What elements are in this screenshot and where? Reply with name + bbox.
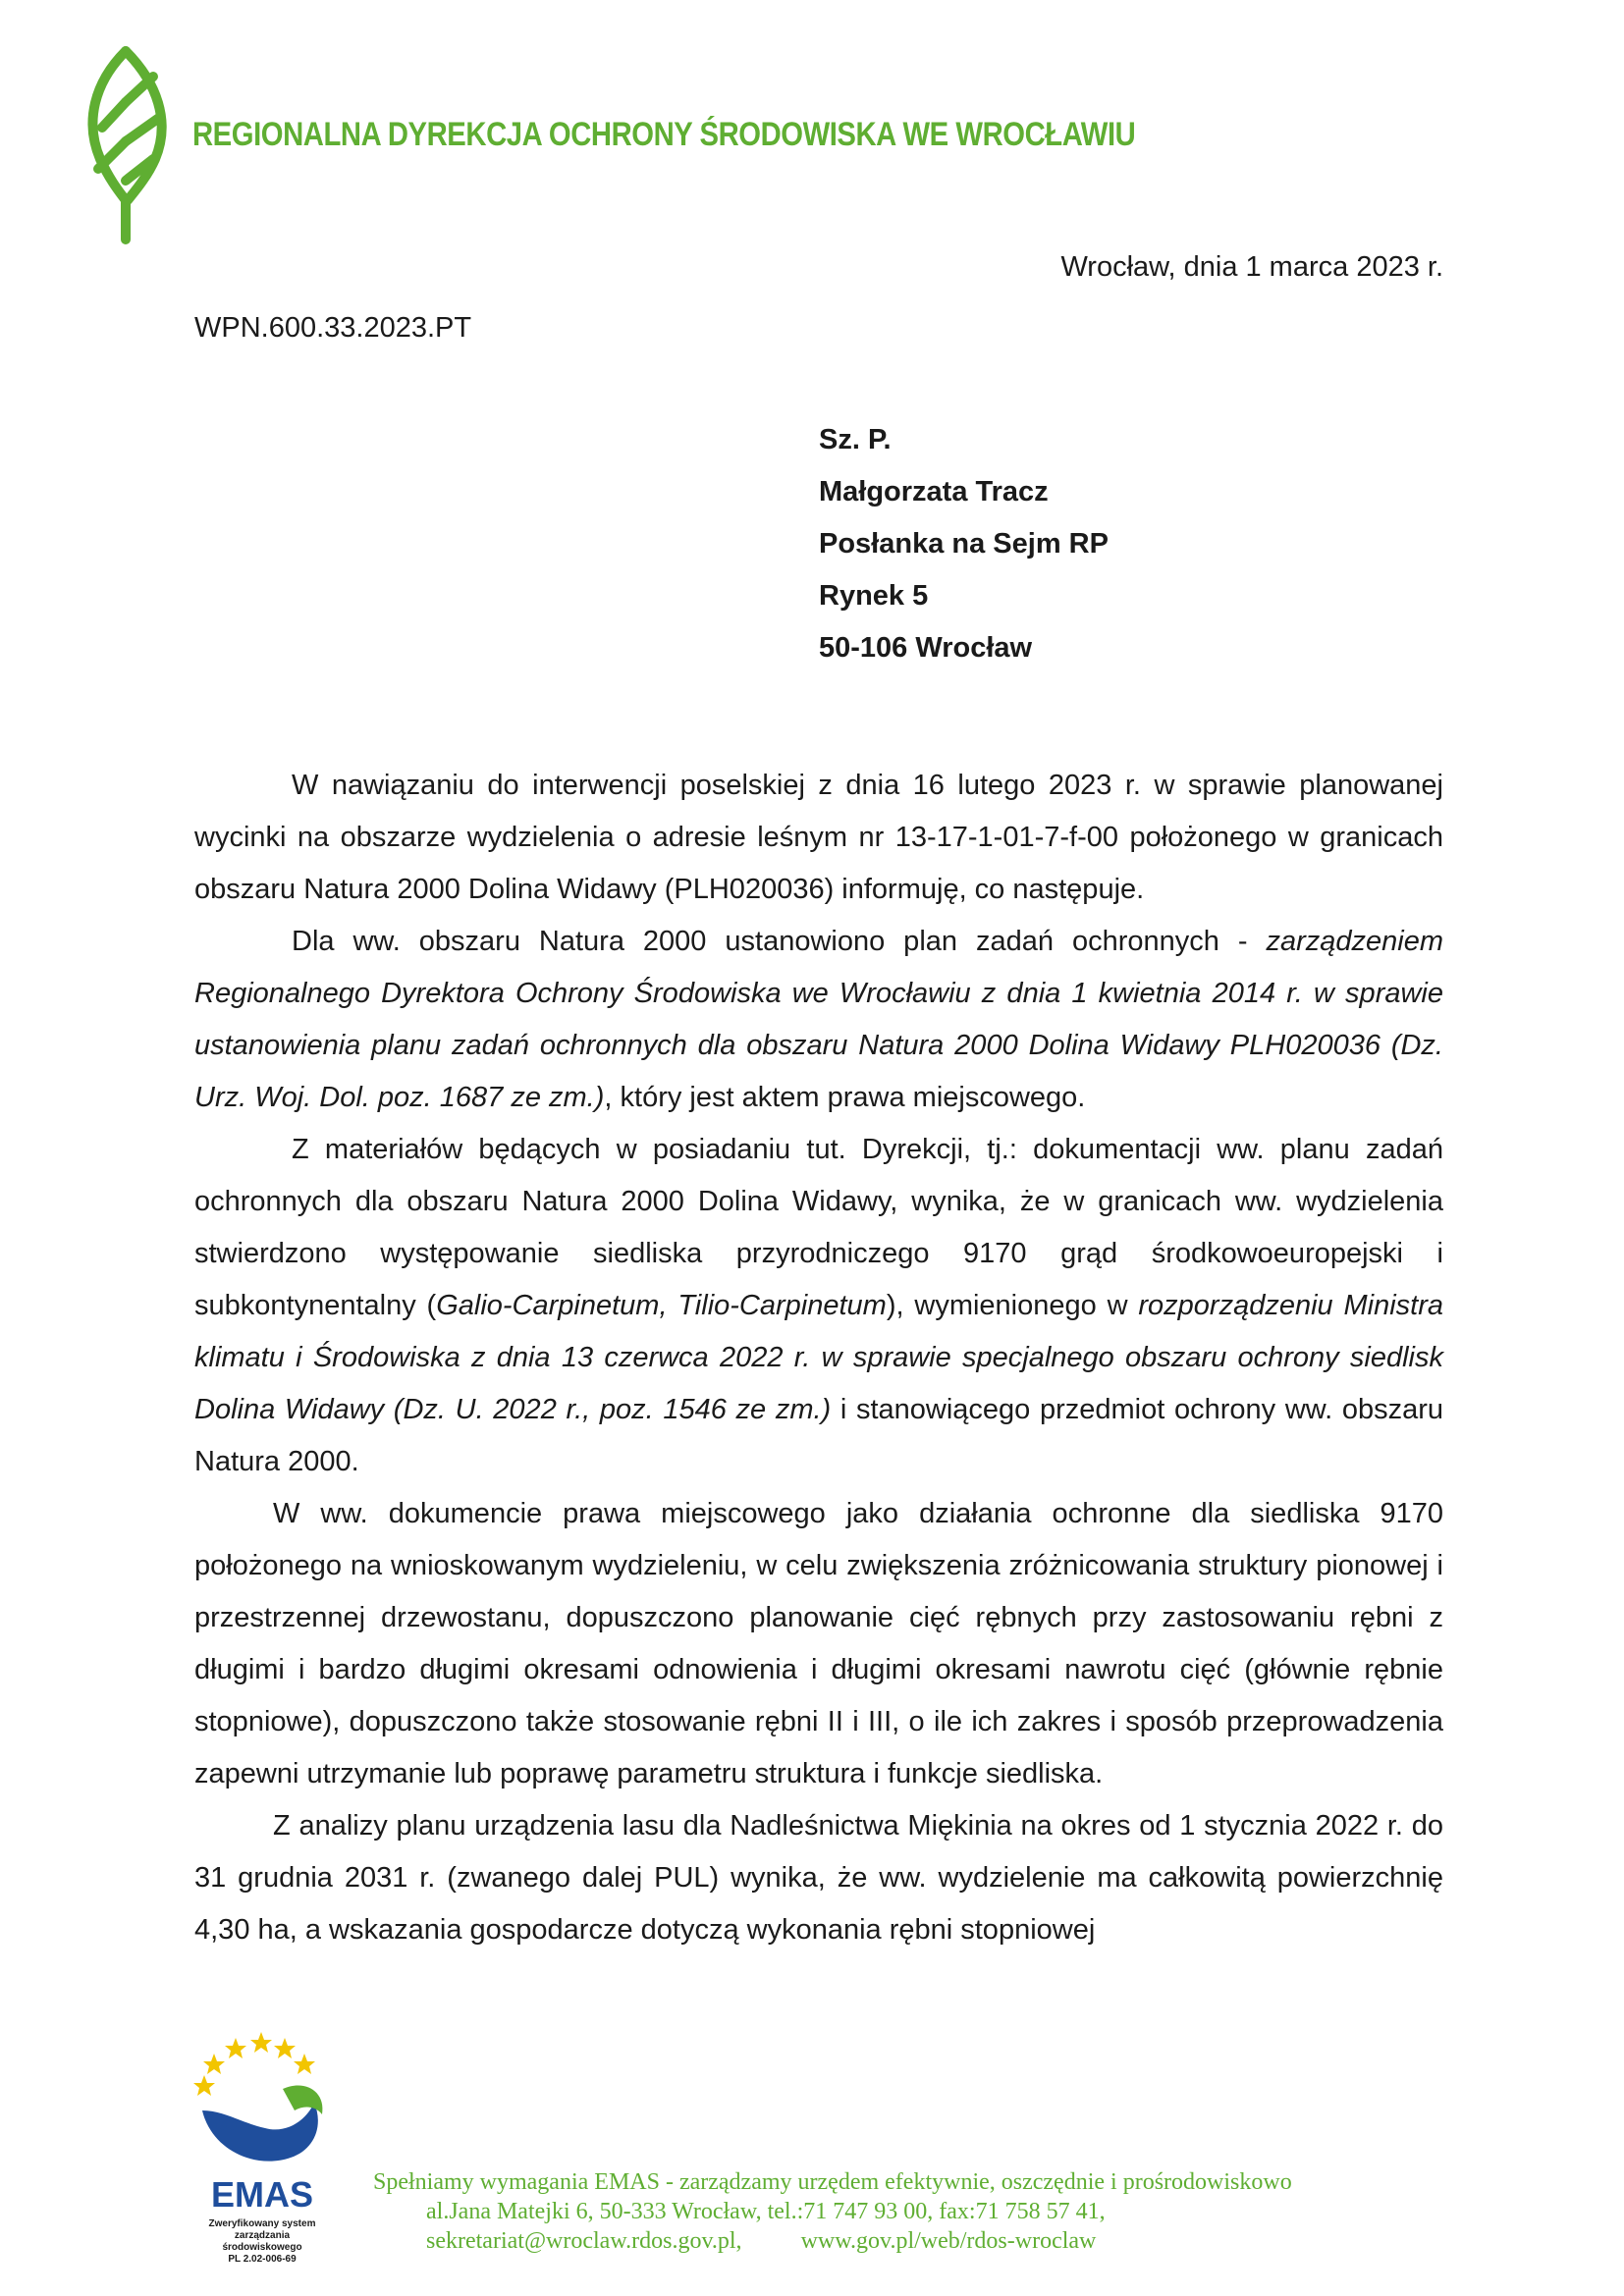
- paragraph: Z analizy planu urządzenia lasu dla Nadleśnictwa Miękinia na okres od 1 stycznia 2022 r. do 31 grudnia 2031 r. (zwanego dalej PUL) wynika, że ww. wydzielenie ma całkowitą powierzchnię 4,30 ha, a wskazania gospodarcze dotyczą wykonania rębni stopniowej: [194, 1810, 1443, 1946]
- letter-date: Wrocław, dnia 1 marca 2023 r.: [1060, 251, 1443, 283]
- emas-caption: zarządzania: [234, 2230, 291, 2241]
- recipient-city: 50-106 Wrocław: [819, 632, 1033, 664]
- footer-emas-statement: Spełniamy wymagania EMAS - zarządzamy urzędem efektywnie, oszczędnie i prośrodowiskowo: [373, 2169, 1292, 2195]
- recipient-street: Rynek 5: [819, 580, 929, 612]
- emas-logo: [189, 2024, 336, 2269]
- emas-caption: PL 2.02-006-69: [228, 2254, 297, 2265]
- wave-icon: [202, 2103, 318, 2162]
- footer-website[interactable]: www.gov.pl/web/rdos-wroclaw: [800, 2228, 1097, 2254]
- paragraph: W nawiązaniu do interwencji poselskiej z dnia 16 lutego 2023 r. w sprawie planowanej wycinki na obszarze wydzielenia o adresie leśnym nr 13-17-1-01-7-f-00 położonego w granicach obszaru Natura 2000 Dolina Widawy (PLH020036) informuję, co następuje.: [194, 770, 1443, 905]
- leaf-icon: [77, 43, 181, 251]
- letter-body: [194, 760, 1443, 1956]
- recipient-title: Posłanka na Sejm RP: [819, 528, 1109, 560]
- paragraph: Z materiałów będących w posiadaniu tut. Dyrekcji, tj.: dokumentacji ww. planu zadań ochronnych dla obszaru Natura 2000 Dolina Widawy, wynika, że w granicach ww. wydzielenia stwierdzono występowanie siedliska przyrodniczego 9170 grąd środkowoeuropejski i subkontynentalny (Galio-Carpinetum, Tilio-Carpinetum), wymienionego w rozporządzeniu Ministra klimatu i Środowiska z dnia 13 czerwca 2022 r. w sprawie specjalnego obszaru ochrony siedlisk Dolina Widawy (Dz. U. 2022 r., poz. 1546 ze zm.) i stanowiącego przedmiot ochrony ww. obszaru Natura 2000.: [194, 1134, 1444, 1477]
- footer-email[interactable]: sekretariat@wroclaw.rdos.gov.pl,: [426, 2228, 742, 2254]
- recipient-address: [819, 414, 1109, 674]
- paragraph: W ww. dokumencie prawa miejscowego jako działania ochronne dla siedliska 9170 położonego na wnioskowanym wydzieleniu, w celu zwiększenia zróżnicowania struktury pionowej i przestrzennej drzewostanu, dopuszczono planowanie cięć rębnych przy zastosowaniu rębni z długimi i bardzo długimi okresami odnowienia i długimi okresami nawrotu cięć (głównie rębnie stopniowe), dopuszczono także stosowanie rębni II i III, o ile ich zakres i sposób przeprowadzenia zapewni utrzymanie lub poprawę parametru struktura i funkcje siedliska.: [194, 1498, 1443, 1789]
- reference-number: WPN.600.33.2023.PT: [194, 312, 472, 344]
- footer-address: al.Jana Matejki 6, 50-333 Wrocław, tel.:71 747 93 00, fax:71 758 57 41,: [426, 2199, 1106, 2224]
- emas-caption: środowiskowego: [222, 2242, 302, 2253]
- recipient-name: Małgorzata Tracz: [819, 476, 1049, 507]
- organization-name: REGIONALNA DYREKCJA OCHRONY ŚRODOWISKA WE WROCŁAWIU: [192, 116, 1136, 153]
- emas-label: EMAS: [210, 2174, 314, 2215]
- paragraph: Dla ww. obszaru Natura 2000 ustanowiono plan zadań ochronnych - zarządzeniem Regionalnego Dyrektora Ochrony Środowiska we Wrocławiu z dnia 1 kwietnia 2014 r. w sprawie ustanowienia planu zadań ochronnych dla obszaru Natura 2000 Dolina Widawy PLH020036 (Dz. Urz. Woj. Dol. poz. 1687 ze zm.), który jest aktem prawa miejscowego.: [194, 926, 1443, 1113]
- footer-contact: [373, 2226, 1292, 2256]
- recipient-salutation: Sz. P.: [819, 424, 892, 455]
- footer: [373, 2167, 1292, 2256]
- emas-caption: Zweryfikowany system: [208, 2218, 316, 2229]
